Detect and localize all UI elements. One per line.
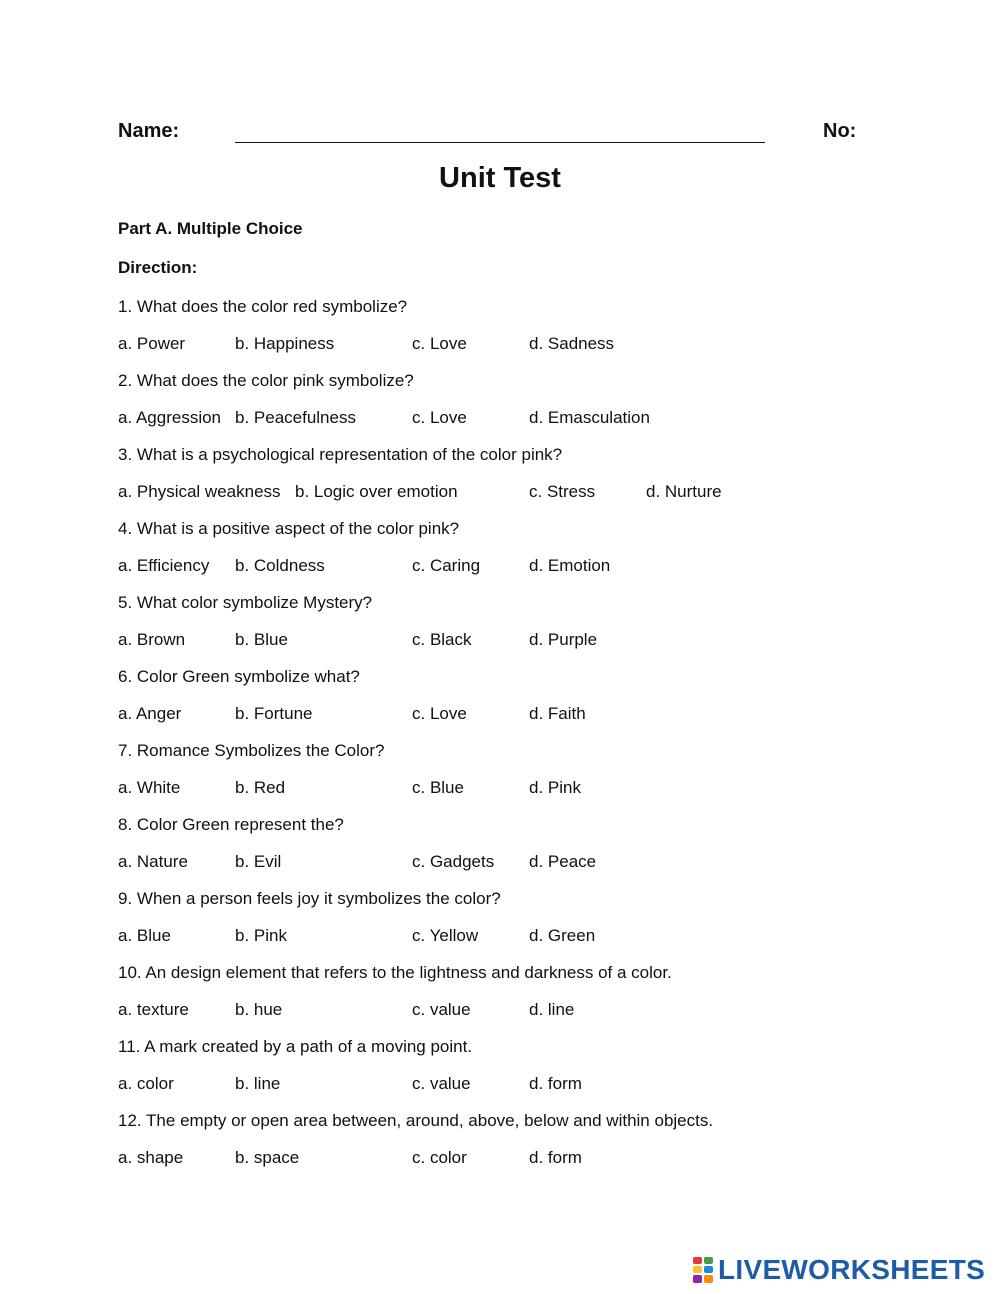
option-b[interactable]: b. Happiness <box>235 334 335 353</box>
option-d[interactable]: d. line <box>529 1000 575 1019</box>
name-label: Name: <box>118 120 180 142</box>
question-text: 3. What is a psychological representation of the color pink? <box>118 445 563 464</box>
option-c[interactable]: c. value <box>412 1000 471 1019</box>
number-label: No: <box>823 120 857 142</box>
logo-tile <box>704 1275 713 1283</box>
question-text: 11. A mark created by a path of a moving point. <box>118 1037 473 1056</box>
logo-text: LIVEWORKSHEETS <box>718 1254 986 1285</box>
question-text: 5. What color symbolize Mystery? <box>118 593 373 612</box>
option-c[interactable]: c. Love <box>412 704 467 723</box>
answer-options <box>118 333 938 370</box>
option-a[interactable]: a. White <box>118 778 181 797</box>
option-a[interactable]: a. shape <box>118 1148 184 1167</box>
option-a[interactable]: a. Anger <box>118 704 182 723</box>
option-a[interactable]: a. Nature <box>118 852 188 871</box>
answer-options <box>118 481 938 518</box>
question-text: 6. Color Green symbolize what? <box>118 667 360 686</box>
question-text: 2. What does the color pink symbolize? <box>118 371 414 390</box>
option-d[interactable]: d. Sadness <box>529 334 615 353</box>
option-c[interactable]: c. Black <box>412 630 472 649</box>
option-c[interactable]: c. Blue <box>412 778 464 797</box>
logo-tile <box>693 1257 702 1264</box>
question-text: 7. Romance Symbolizes the Color? <box>118 741 385 760</box>
section-heading: Part A. Multiple Choice <box>118 219 303 238</box>
question-text: 1. What does the color red symbolize? <box>118 297 408 316</box>
option-d[interactable]: d. Green <box>529 926 596 945</box>
liveworksheets-logo-icon <box>692 1256 714 1284</box>
option-a[interactable]: a. Aggression <box>118 408 222 427</box>
option-d[interactable]: d. form <box>529 1148 582 1167</box>
answer-options <box>118 703 938 740</box>
question-list <box>118 296 938 1184</box>
option-b[interactable]: b. Coldness <box>235 556 325 575</box>
logo-tile <box>704 1266 713 1273</box>
option-b[interactable]: b. Fortune <box>235 704 313 723</box>
option-c[interactable]: c. Love <box>412 334 467 353</box>
option-c[interactable]: c. Stress <box>529 482 596 501</box>
option-d[interactable]: d. Faith <box>529 704 586 723</box>
option-b[interactable]: b. space <box>235 1148 300 1167</box>
option-d[interactable]: d. form <box>529 1074 582 1093</box>
option-d[interactable]: d. Peace <box>529 852 597 871</box>
answer-options <box>118 629 938 666</box>
option-d[interactable]: d. Nurture <box>646 482 722 501</box>
question-text: 10. An design element that refers to the lightness and darkness of a color. <box>118 963 672 982</box>
option-b[interactable]: b. Evil <box>235 852 282 871</box>
question-text: 8. Color Green represent the? <box>118 815 344 834</box>
answer-options <box>118 1147 938 1184</box>
option-b[interactable]: b. hue <box>235 1000 283 1019</box>
option-c[interactable]: c. value <box>412 1074 471 1093</box>
option-d[interactable]: d. Purple <box>529 630 598 649</box>
option-b[interactable]: b. line <box>235 1074 281 1093</box>
option-a[interactable]: a. Physical weakness <box>118 482 281 501</box>
answer-options <box>118 851 938 888</box>
option-a[interactable]: a. Brown <box>118 630 186 649</box>
logo-tile <box>693 1275 702 1283</box>
option-b[interactable]: b. Peacefulness <box>235 408 356 427</box>
option-b[interactable]: b. Red <box>235 778 286 797</box>
option-a[interactable]: a. Power <box>118 334 186 353</box>
option-a[interactable]: a. Efficiency <box>118 556 210 575</box>
answer-options <box>118 925 938 962</box>
option-a[interactable]: a. texture <box>118 1000 189 1019</box>
option-c[interactable]: c. Gadgets <box>412 852 495 871</box>
option-d[interactable]: d. Pink <box>529 778 581 797</box>
logo-tile <box>693 1266 702 1273</box>
name-input-line[interactable] <box>235 142 765 143</box>
option-c[interactable]: c. Love <box>412 408 467 427</box>
option-c[interactable]: c. Yellow <box>412 926 479 945</box>
option-c[interactable]: c. color <box>412 1148 467 1167</box>
question-text: 12. The empty or open area between, around, above, below and within objects. <box>118 1111 714 1130</box>
answer-options <box>118 407 938 444</box>
page-title: Unit Test <box>439 162 561 194</box>
option-b[interactable]: b. Logic over emotion <box>295 482 458 501</box>
option-a[interactable]: a. Blue <box>118 926 171 945</box>
answer-options <box>118 999 938 1036</box>
question-text: 4. What is a positive aspect of the color pink? <box>118 519 460 538</box>
option-c[interactable]: c. Caring <box>412 556 481 575</box>
answer-options <box>118 555 938 592</box>
option-b[interactable]: b. Blue <box>235 630 288 649</box>
direction-label: Direction: <box>118 258 198 277</box>
answer-options <box>118 777 938 814</box>
answer-options <box>118 1073 938 1110</box>
option-d[interactable]: d. Emotion <box>529 556 611 575</box>
logo-tile <box>704 1257 713 1264</box>
liveworksheets-logo <box>692 1253 985 1287</box>
question-text: 9. When a person feels joy it symbolizes the color? <box>118 889 501 908</box>
option-a[interactable]: a. color <box>118 1074 174 1093</box>
option-b[interactable]: b. Pink <box>235 926 287 945</box>
option-d[interactable]: d. Emasculation <box>529 408 650 427</box>
student-info-header <box>118 118 858 148</box>
